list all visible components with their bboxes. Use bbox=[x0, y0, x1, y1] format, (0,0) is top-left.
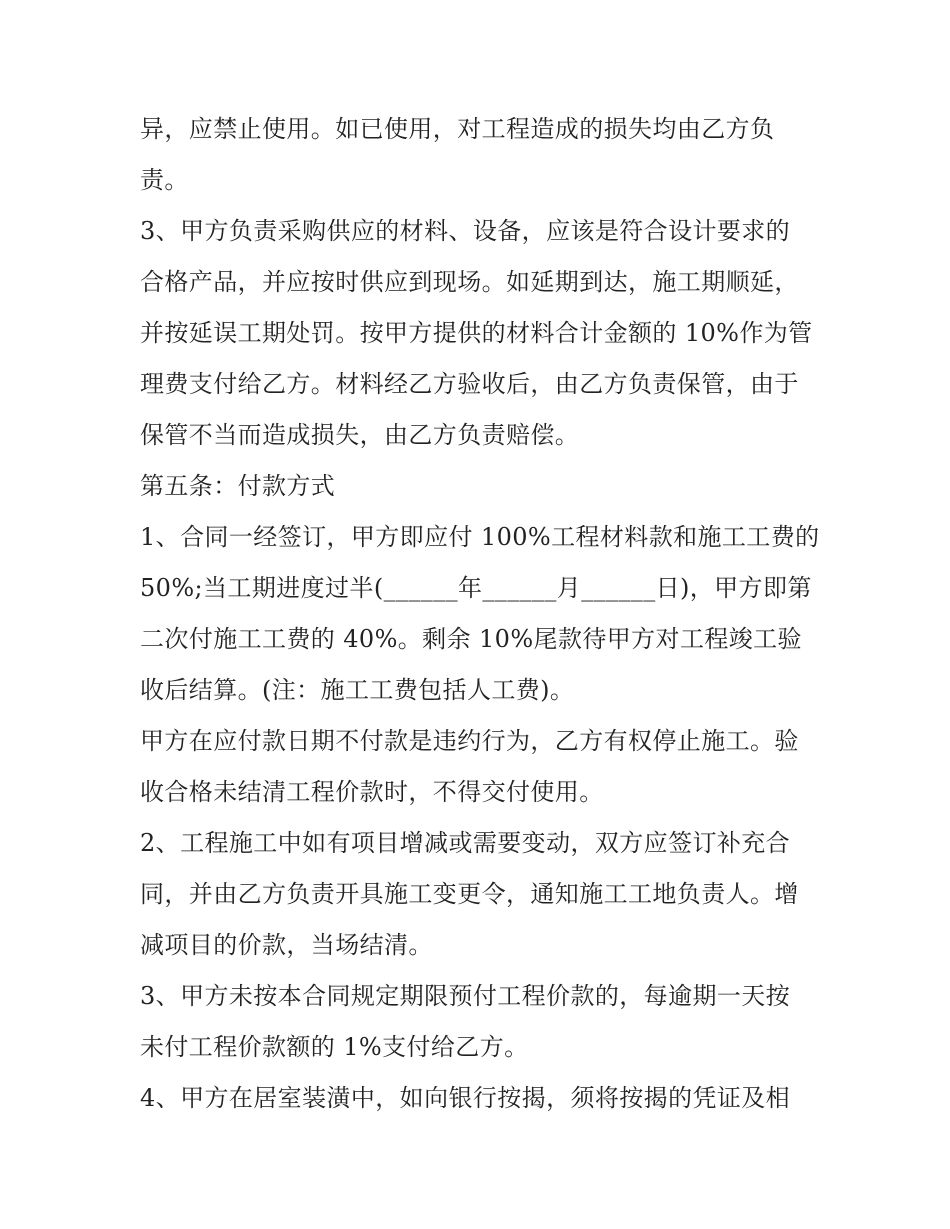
text-line: 保管不当而造成损失，由乙方负责赔偿。 bbox=[140, 421, 580, 449]
text-line: 甲方在应付款日期不付款是违约行为，乙方有权停止施工。验 bbox=[140, 727, 799, 755]
text-line: 同，并由乙方负责开具施工变更令，通知施工工地负责人。增 bbox=[140, 880, 799, 908]
text-line: 并按延误工期处罚。按甲方提供的材料合计金额的 10%作为管 bbox=[140, 319, 813, 347]
text-line: 3、甲方未按本合同规定期限预付工程价款的，每逾期一天按 bbox=[140, 982, 791, 1010]
text-line: 收合格未结清工程价款时，不得交付使用。 bbox=[140, 778, 604, 806]
text-line: 未付工程价款额的 1%支付给乙方。 bbox=[140, 1033, 529, 1061]
section-heading: 第五条：付款方式 bbox=[140, 472, 336, 500]
text-line: 3、甲方负责采购供应的材料、设备，应该是符合设计要求的 bbox=[140, 217, 791, 245]
text-line: 异，应禁止使用。如已使用，对工程造成的损失均由乙方负 bbox=[140, 115, 775, 143]
contract-text bbox=[140, 104, 820, 1124]
text-line: 2、工程施工中如有项目增减或需要变动，双方应签订补充合 bbox=[140, 829, 791, 857]
text-line: 合格产品，并应按时供应到现场。如延期到达，施工期顺延， bbox=[140, 268, 799, 296]
text-line: 收后结算。(注：施工工费包括人工费)。 bbox=[140, 676, 575, 704]
text-line: 减项目的价款，当场结清。 bbox=[140, 931, 433, 959]
text-line: 理费支付给乙方。材料经乙方验收后，由乙方负责保管，由于 bbox=[140, 370, 799, 398]
text-line: 二次付施工工费的 40%。剩余 10%尾款待甲方对工程竣工验 bbox=[140, 625, 802, 653]
text-line: 50%;当工期进度过半(______年______月______日)，甲方即第 bbox=[140, 574, 812, 602]
text-line: 1、合同一经签订，甲方即应付 100%工程材料款和施工工费的 bbox=[140, 523, 820, 551]
text-line: 责。 bbox=[140, 166, 189, 194]
text-line: 4、甲方在居室装潢中，如向银行按揭，须将按揭的凭证及相 bbox=[140, 1084, 791, 1112]
